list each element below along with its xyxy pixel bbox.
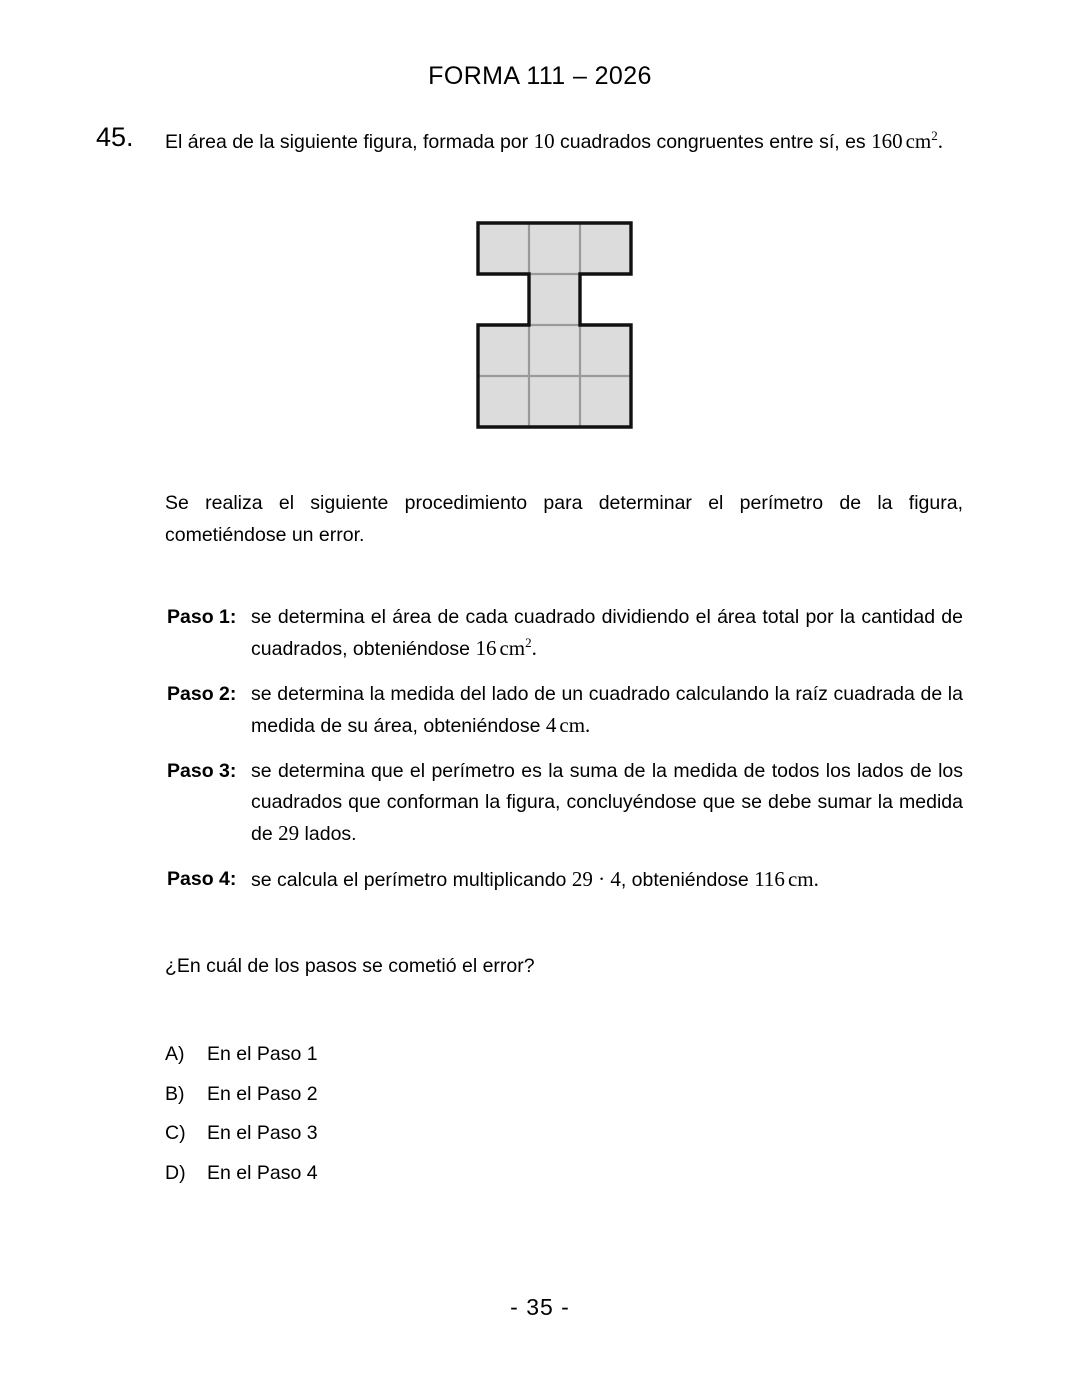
step-3-math-value: 29 (278, 821, 300, 845)
option-b-letter: B) (165, 1082, 185, 1105)
figure-svg (476, 221, 633, 429)
option-a-letter: A) (165, 1043, 185, 1065)
question-number: 45. (96, 122, 134, 152)
option-b-label: En el Paso 2 (207, 1082, 318, 1105)
step-2-text-part2: . (585, 713, 591, 737)
step-text-2 (251, 679, 963, 742)
stem-area-exponent: 2 (931, 128, 938, 143)
step-4-result-value: 116 (754, 867, 785, 891)
step-3-text-part1: se determina que el perímetro es la suma de la medida de todos los lados de los cuadrados que conforman la figura, concluyéndose que se debe sumar la medida de (251, 760, 963, 845)
step-1-math (475, 636, 536, 660)
step-1-text-part1: se determina el área de cada cuadrado dividiendo el área total por la cantidad de cuadrados, obteniéndose (251, 606, 963, 660)
stem-area-value (871, 129, 943, 153)
step-4-result (754, 867, 819, 891)
option-c-label: En el Paso 3 (207, 1122, 318, 1144)
stem-area-unit: cm (905, 129, 932, 153)
option-a-label: En el Paso 1 (207, 1043, 318, 1065)
step-text-3 (251, 756, 963, 850)
page-header (0, 62, 1080, 91)
step-2-math-value: 4 (545, 713, 557, 737)
step-2-math (546, 713, 590, 737)
stem-area-number: 160 (871, 129, 903, 153)
option-c[interactable] (165, 1119, 665, 1159)
step-4-text-part3: . (813, 867, 819, 891)
stem-square-count: 10 (533, 129, 555, 153)
procedure-intro: Se realiza el siguiente procedimiento para determinar el perímetro de la figura, cometiéndose un error. (165, 492, 963, 546)
step-2-math-unit: cm (559, 713, 586, 737)
option-c-letter: C) (165, 1122, 186, 1144)
stem-text-2: cuadrados congruentes entre sí, es (559, 131, 866, 153)
step-item-3 (167, 756, 963, 850)
step-item-1 (167, 602, 963, 665)
step-label-4: Paso 4: (167, 868, 237, 890)
step-4-text-part1: se calcula el perímetro multiplicando (251, 869, 567, 891)
step-text-1 (251, 602, 963, 665)
step-item-2 (167, 679, 963, 742)
form-title: FORMA 111 – 2026 (428, 62, 652, 90)
page-number: - 35 - (510, 1294, 570, 1320)
option-d[interactable] (165, 1159, 665, 1199)
step-1-math-exponent: 2 (525, 635, 532, 650)
step-text-4 (251, 864, 963, 896)
question-prompt: ¿En cuál de los pasos se cometió el error? (165, 955, 535, 977)
step-4-text-part2: , obteniéndose (620, 869, 749, 891)
step-4-result-unit: cm (787, 867, 814, 891)
step-1-math-unit: cm (499, 636, 526, 660)
option-a[interactable] (165, 1040, 665, 1080)
step-2-text-part1: se determina la medida del lado de un cuadrado calculando la raíz cuadrada de la medida de su área, obteniéndose (251, 683, 963, 737)
step-3-text-part2: lados. (304, 823, 357, 845)
stem-area-period: . (937, 129, 943, 153)
step-item-4 (167, 864, 963, 896)
step-1-text-part2: . (531, 636, 537, 660)
page-footer (0, 1294, 1080, 1321)
step-label-1: Paso 1: (167, 606, 237, 628)
stem-text-1: El área de la siguiente figura, formada por (165, 131, 529, 153)
option-d-letter: D) (165, 1161, 186, 1184)
answer-options (165, 1040, 665, 1198)
step-4-math-expression: 29 · 4 (571, 867, 621, 891)
step-1-math-value: 16 (475, 636, 497, 660)
step-label-2: Paso 2: (167, 683, 237, 705)
steps-list (167, 602, 963, 896)
option-b[interactable] (165, 1080, 665, 1120)
figure-ten-congruent-squares (476, 221, 633, 429)
step-label-3: Paso 3: (167, 760, 237, 782)
option-d-label: En el Paso 4 (207, 1161, 318, 1184)
question-stem (165, 126, 963, 158)
